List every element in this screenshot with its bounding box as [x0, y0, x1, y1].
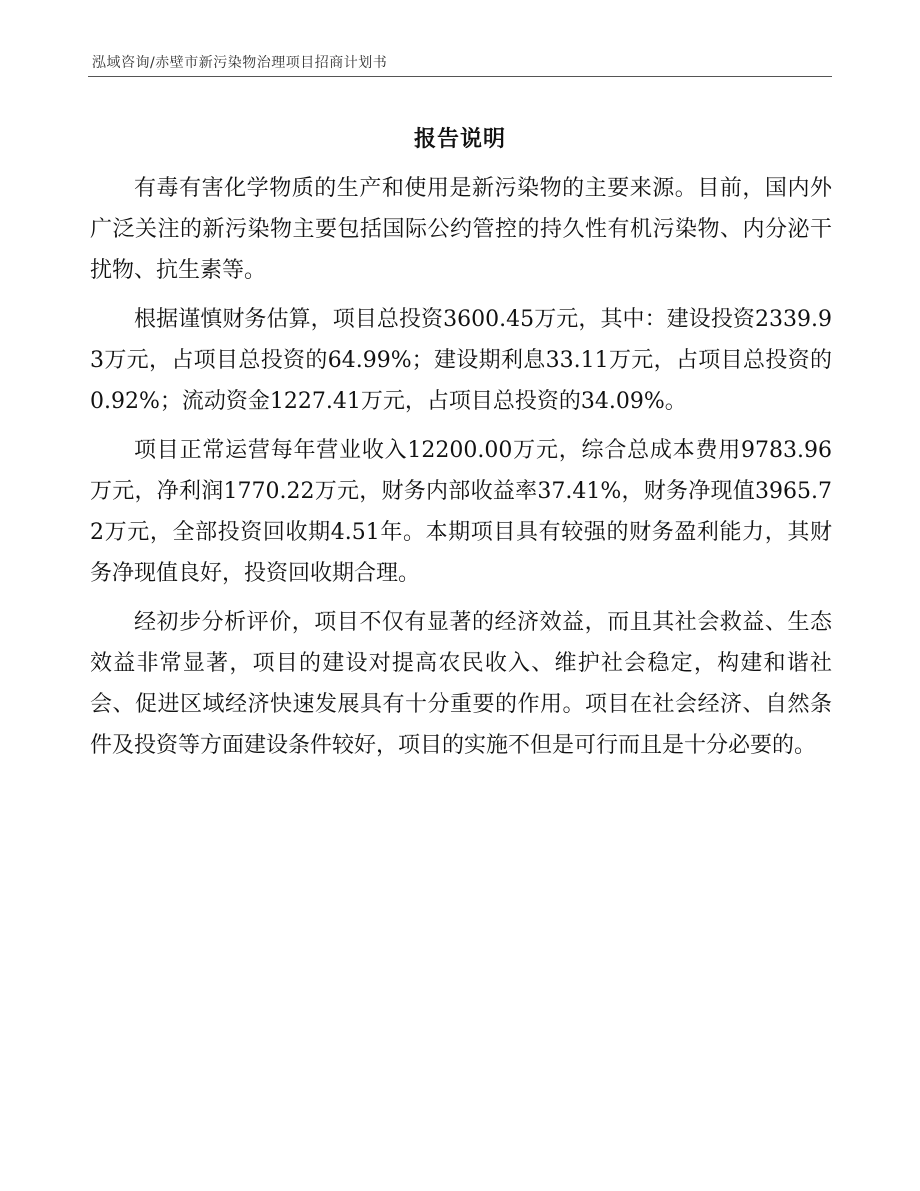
paragraph-investment-estimate: 根据谨慎财务估算，项目总投资3600.45万元，其中：建设投资2339.93万元，占项目总投资的64.99%；建设期利息33.11万元，占项目总投资的0.92%；流动资金1227.41万元，占项目总投资的34.09%。: [90, 307, 832, 414]
running-header: 泓域咨询/赤壁市新污染物治理项目招商计划书: [92, 55, 388, 71]
report-body: [90, 168, 832, 774]
report-title: 报告说明: [413, 126, 506, 152]
paragraph-evaluation-conclusion: 经初步分析评价，项目不仅有显著的经济效益，而且其社会救益、生态效益非常显著，项目的建设对提高农民收入、维护社会稳定，构建和谐社会、促进区域经济快速发展具有十分重要的作用。项目在社会经济、自然条件及投资等方面建设条件较好，项目的实施不但是可行而且是十分必要的。: [90, 610, 832, 758]
header-divider: [88, 76, 832, 77]
paragraph-pollution-sources: 有毒有害化学物质的生产和使用是新污染物的主要来源。目前，国内外广泛关注的新污染物主要包括国际公约管控的持久性有机污染物、内分泌干扰物、抗生素等。: [90, 176, 832, 283]
paragraph-financial-returns: 项目正常运营每年营业收入12200.00万元，综合总成本费用9783.96万元，净利润1770.22万元，财务内部收益率37.41%，财务净现值3965.72万元，全部投资回收期4.51年。本期项目具有较强的财务盈利能力，其财务净现值良好，投资回收期合理。: [90, 438, 832, 586]
